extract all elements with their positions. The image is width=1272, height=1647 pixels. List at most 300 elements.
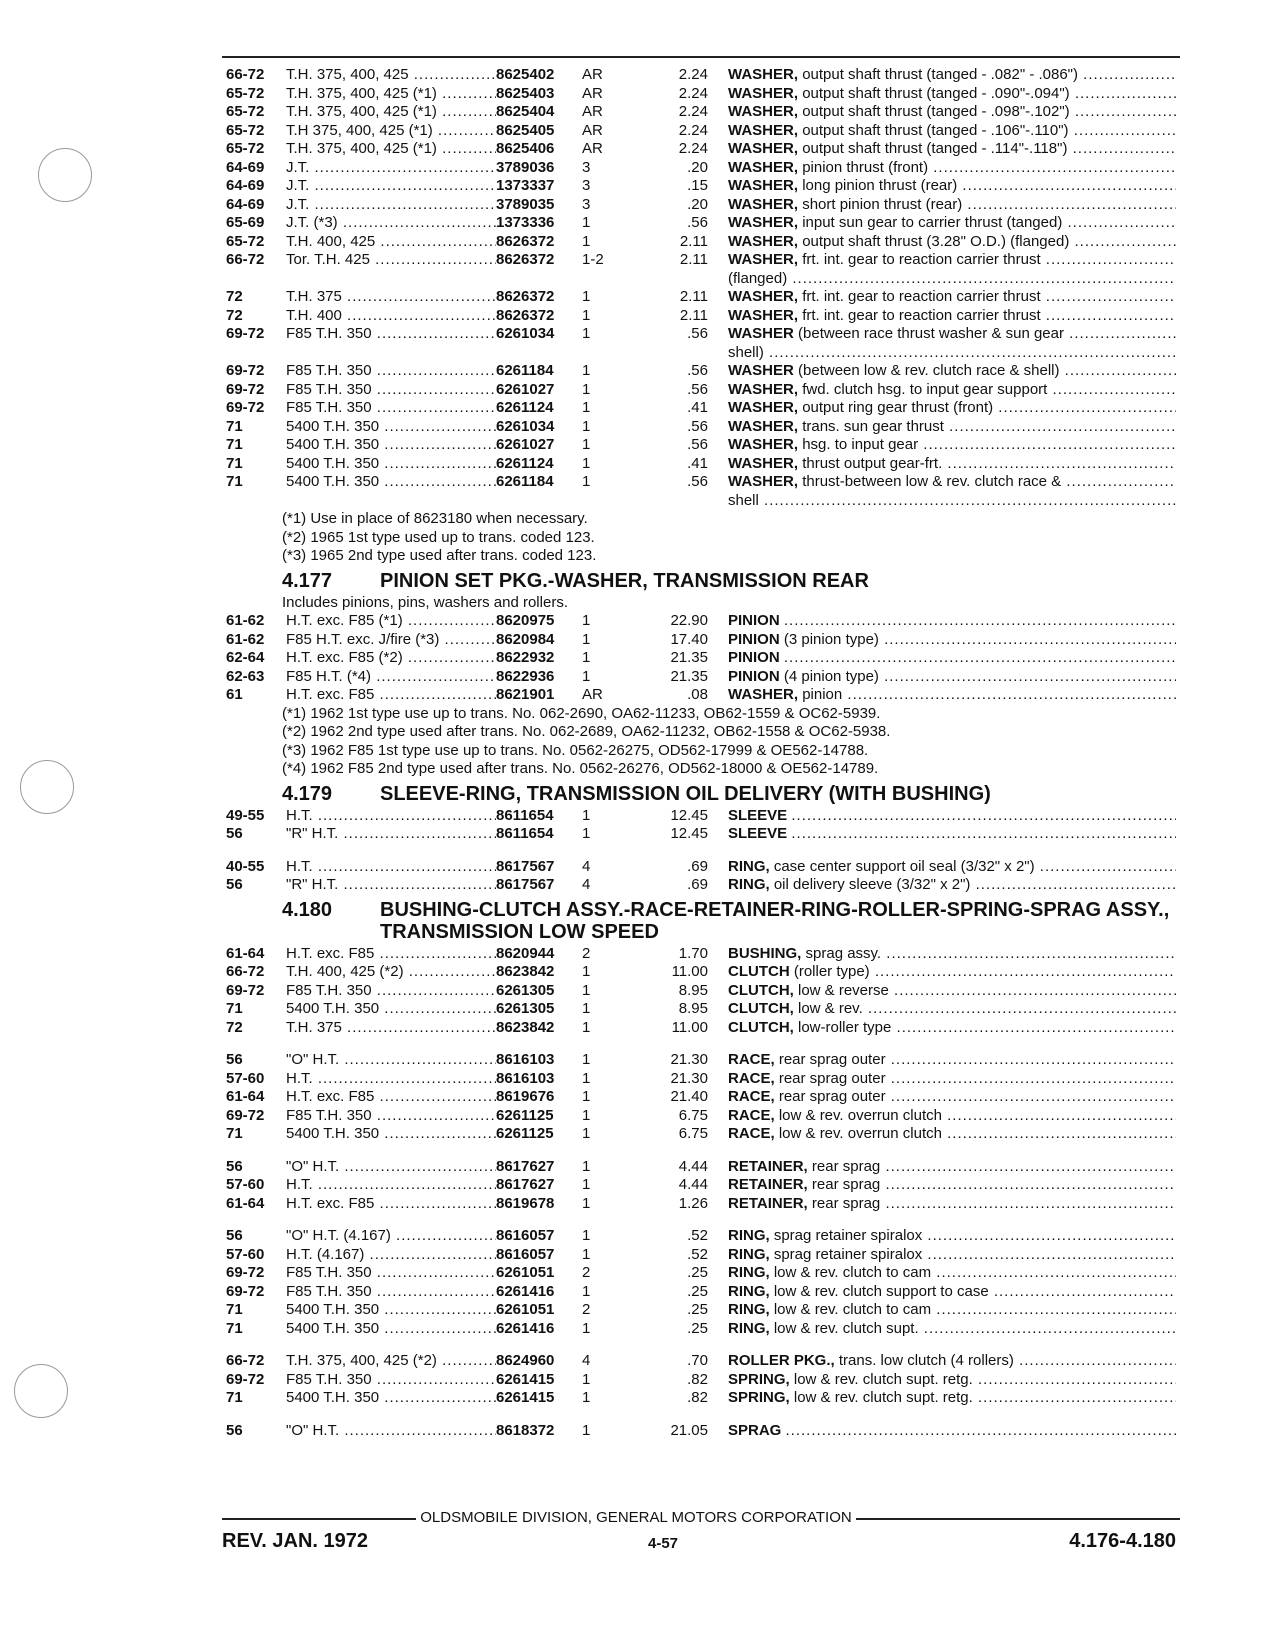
part-name: WASHER, (728, 436, 799, 453)
quantity: 1 (582, 232, 591, 250)
part-number: 6261415 (496, 1389, 555, 1406)
model-years: 61-62 (226, 630, 265, 648)
part-number: 8623842 (496, 1018, 555, 1036)
part-description (728, 418, 1176, 437)
part-description (728, 214, 1176, 233)
application: T.H. 375, 400, 425 (*1) ..... (286, 140, 496, 159)
part-name: RETAINER, (728, 1194, 808, 1212)
section-heading-4-177 (226, 570, 1176, 592)
part-detail: low & rev. ..... (798, 1000, 1176, 1017)
part-detail: frt. int. gear to reaction carrier thrust ..... (802, 288, 1176, 305)
part-row (226, 140, 1176, 159)
model-years: 56 (226, 1157, 243, 1175)
ring-group (226, 858, 1176, 895)
application: J.T. ..... (286, 159, 496, 178)
part-row (226, 649, 1176, 668)
part-description (728, 1000, 1176, 1019)
part-detail: low-roller type ..... (798, 1019, 1176, 1036)
part-row (226, 1246, 1176, 1265)
price: 2.24 (678, 84, 708, 102)
part-row (226, 1371, 1176, 1390)
part-number: 8611654 (496, 806, 554, 824)
part-description (728, 649, 1176, 668)
price: 21.05 (670, 1421, 708, 1439)
part-description (728, 612, 1176, 631)
sleeve-group (226, 807, 1176, 844)
part-number: 3789035 (496, 195, 555, 213)
part-description (728, 1264, 1176, 1283)
part-detail (784, 612, 1176, 629)
price: 2.24 (678, 121, 708, 139)
part-name: SLEEVE (728, 806, 788, 824)
price: .15 (687, 177, 708, 194)
part-name: WASHER, (728, 251, 799, 268)
quantity: 1 (582, 417, 591, 435)
part-row (226, 668, 1176, 687)
part-row (226, 1389, 1176, 1408)
quantity: 1 (582, 436, 591, 453)
part-detail: low & rev. clutch to cam ..... (774, 1264, 1176, 1281)
part-name: RACE, (728, 1069, 775, 1087)
model-years: 56 (226, 825, 243, 842)
part-name: BUSHING, (728, 944, 802, 962)
quantity: 4 (582, 1352, 591, 1369)
quantity: 1 (582, 1282, 591, 1300)
application: H.T. ..... (286, 807, 496, 826)
quantity: 1 (582, 1421, 591, 1439)
price: 8.95 (678, 1000, 708, 1017)
part-description (728, 177, 1176, 196)
part-number: 8622936 (496, 667, 555, 685)
model-years: 66-72 (226, 963, 265, 980)
part-detail: thrust output gear-frt. ..... (802, 455, 1176, 472)
part-detail: rear sprag ..... (812, 1158, 1176, 1175)
part-detail: output shaft thrust (tanged - .114"-.118") ..... (802, 140, 1176, 157)
part-description-continued: shell) ..... (226, 344, 1176, 363)
part-name: WASHER, (728, 66, 799, 83)
part-name: PINION (728, 649, 780, 666)
model-years: 71 (226, 473, 243, 490)
part-detail: thrust-between low & rev. clutch race & ..... (802, 473, 1176, 490)
footnote: (*1) 1962 1st type use up to trans. No. 062-2690, OA62-11233, OB62-1559 & OC62-5939. (282, 704, 881, 722)
price: .56 (687, 362, 708, 379)
part-name: WASHER, (728, 214, 799, 231)
model-years: 72 (226, 306, 243, 324)
part-row (226, 1088, 1176, 1107)
model-years: 71 (226, 436, 243, 453)
quantity: 1 (582, 1069, 591, 1087)
application: "O" H.T. (4.167) ..... (286, 1227, 496, 1246)
part-number: 6261034 (496, 417, 555, 435)
quantity: 1 (582, 1194, 591, 1212)
price: .41 (687, 454, 708, 472)
quantity: 1 (582, 362, 591, 379)
part-detail: (roller type) ..... (794, 963, 1176, 980)
price: .25 (687, 1301, 708, 1318)
quantity: 4 (582, 876, 591, 893)
punch-hole (38, 148, 92, 202)
model-years: 62-63 (226, 667, 265, 685)
model-years: 69-72 (226, 362, 265, 379)
section-includes-note: Includes pinions, pins, washers and rollers. (282, 593, 568, 611)
part-number: 8625406 (496, 140, 555, 157)
part-description (728, 1019, 1176, 1038)
price: 17.40 (670, 630, 708, 648)
application: T.H. 375, 400, 425 (*1) ..... (286, 85, 496, 104)
model-years: 69-72 (226, 981, 265, 999)
part-detail: low & reverse ..... (798, 982, 1176, 999)
price: 11.00 (671, 963, 708, 980)
part-description-continued: (flanged) ..... (226, 270, 1176, 289)
model-years: 61-64 (226, 1194, 265, 1212)
part-number: 8619678 (496, 1194, 555, 1212)
part-name: RING, (728, 1319, 770, 1337)
retainer-group (226, 1158, 1176, 1214)
part-row (226, 1019, 1176, 1038)
price: 21.30 (670, 1069, 708, 1087)
model-years: 65-72 (226, 140, 265, 157)
part-row (226, 982, 1176, 1001)
part-number: 6261027 (496, 436, 555, 453)
application: J.T. ..... (286, 177, 496, 196)
part-number: 8621901 (496, 686, 555, 703)
part-row (226, 686, 1176, 705)
part-description (728, 381, 1176, 400)
part-detail: output shaft thrust (tanged - .090"-.094") ..... (802, 85, 1176, 102)
part-name: RETAINER, (728, 1176, 808, 1193)
quantity: 1-2 (582, 251, 604, 268)
part-detail: frt. int. gear to reaction carrier thrust ..... (802, 307, 1176, 324)
part-number: 8623842 (496, 963, 555, 980)
part-row (226, 1195, 1176, 1214)
section-number: 4.179 (282, 782, 333, 805)
application: 5400 T.H. 350 ..... (286, 1389, 496, 1408)
quantity: 1 (582, 1018, 591, 1036)
model-years: 57-60 (226, 1245, 265, 1263)
part-description (728, 631, 1176, 650)
part-row (226, 963, 1176, 982)
model-years: 64-69 (226, 177, 265, 194)
part-row (226, 122, 1176, 141)
application: "R" H.T. ..... (286, 876, 496, 895)
part-number: 8618372 (496, 1421, 555, 1439)
footnote: (*1) Use in place of 8623180 when necessary. (282, 510, 588, 527)
part-detail: pinion ..... (802, 686, 1176, 703)
part-description (728, 668, 1176, 687)
model-years: 61-62 (226, 612, 265, 629)
part-detail (784, 649, 1176, 666)
part-name: ROLLER PKG., (728, 1352, 835, 1369)
part-number: 6261124 (496, 454, 554, 472)
quantity: 1 (582, 667, 591, 685)
application: T.H. 375 ..... (286, 1019, 496, 1038)
quantity: 1 (582, 825, 591, 842)
model-years: 61-64 (226, 1088, 265, 1105)
part-description (728, 1107, 1176, 1126)
part-name: RING, (728, 857, 770, 875)
part-row (226, 362, 1176, 381)
model-years: 71 (226, 454, 243, 472)
part-description (728, 140, 1176, 159)
part-detail: sprag retainer spiralox ..... (774, 1246, 1176, 1263)
quantity: 1 (582, 806, 591, 824)
part-detail: output shaft thrust (tanged - .098"-.102") ..... (802, 103, 1176, 120)
application: 5400 T.H. 350 ..... (286, 418, 496, 437)
part-row (226, 1070, 1176, 1089)
part-number: 8616057 (496, 1245, 555, 1263)
application: 5400 T.H. 350 ..... (286, 1125, 496, 1144)
part-detail: long pinion thrust (rear) ..... (802, 177, 1176, 194)
model-years: 69-72 (226, 380, 265, 398)
model-years: 61 (226, 686, 243, 703)
part-row (226, 825, 1176, 844)
part-description (728, 1283, 1176, 1302)
model-years: 40-55 (226, 857, 265, 875)
part-name: WASHER (728, 362, 794, 379)
application: H.T. ..... (286, 1176, 496, 1195)
part-description (728, 159, 1176, 178)
quantity: 1 (582, 1106, 591, 1124)
part-detail: output ring gear thrust (front) ..... (802, 399, 1176, 416)
part-number: 8617567 (496, 857, 555, 875)
part-name: WASHER, (728, 140, 799, 157)
part-row (226, 1051, 1176, 1070)
part-row (226, 631, 1176, 650)
part-name: WASHER, (728, 473, 799, 490)
washer-group (226, 66, 1176, 510)
part-description (728, 1422, 1176, 1441)
part-number: 8625403 (496, 84, 555, 102)
part-row (226, 177, 1176, 196)
part-description (728, 807, 1176, 826)
quantity: 1 (582, 612, 591, 629)
part-description (728, 982, 1176, 1001)
part-description (728, 1389, 1176, 1408)
price: .70 (687, 1352, 708, 1369)
part-row (226, 66, 1176, 85)
application: 5400 T.H. 350 ..... (286, 436, 496, 455)
part-name: WASHER, (728, 121, 799, 139)
part-description (728, 325, 1176, 344)
application: "O" H.T. ..... (286, 1422, 496, 1441)
model-years: 71 (226, 417, 243, 435)
part-number: 6261124 (496, 399, 554, 416)
quantity: 1 (582, 214, 591, 231)
part-detail: rear sprag outer ..... (779, 1051, 1176, 1068)
part-name: WASHER (728, 325, 794, 342)
footer-division-text: OLDSMOBILE DIVISION, GENERAL MOTORS CORPORATION (416, 1509, 855, 1526)
application: T.H. 375, 400, 425 (*2) ..... (286, 1352, 496, 1371)
part-detail: case center support oil seal (3/32" x 2") ..... (774, 858, 1176, 875)
part-number: 8625405 (496, 121, 555, 139)
price: .08 (687, 686, 708, 703)
application: H.T. exc. F85 (*1) ..... (286, 612, 496, 631)
part-name: RING, (728, 1245, 770, 1263)
part-description (728, 1051, 1176, 1070)
part-row (226, 399, 1176, 418)
application: 5400 T.H. 350 ..... (286, 473, 496, 492)
application: H.T. ..... (286, 858, 496, 877)
top-rule (222, 56, 1180, 58)
part-name: WASHER, (728, 380, 799, 398)
model-years: 71 (226, 1389, 243, 1406)
quantity: AR (582, 84, 603, 102)
price: 2.11 (679, 232, 708, 250)
part-row (226, 381, 1176, 400)
application: H.T. ..... (286, 1070, 496, 1089)
quantity: 1 (582, 1125, 591, 1142)
part-name: WASHER, (728, 399, 799, 416)
footnotes-pinion (226, 705, 1176, 779)
quantity: 2 (582, 944, 591, 962)
part-number: 6261051 (496, 1301, 555, 1318)
part-name: WASHER, (728, 232, 799, 250)
quantity: AR (582, 66, 603, 83)
bushing-clutch-group (226, 945, 1176, 1038)
quantity: 3 (582, 177, 591, 194)
model-years: 71 (226, 1319, 243, 1337)
quantity: 1 (582, 630, 591, 648)
part-number: 8626372 (496, 251, 555, 268)
part-name: RING, (728, 1282, 770, 1300)
price: .56 (687, 436, 708, 453)
application: F85 T.H. 350 ..... (286, 325, 496, 344)
quantity: 3 (582, 195, 591, 213)
part-detail: sprag assy. ..... (806, 945, 1176, 962)
part-number: 8624960 (496, 1352, 555, 1369)
application: T.H. 400, 425 ..... (286, 233, 496, 252)
footer-section-range: 4.176-4.180 (1069, 1530, 1176, 1552)
model-years: 57-60 (226, 1176, 265, 1193)
price: 11.00 (671, 1018, 708, 1036)
price: .56 (687, 473, 708, 490)
race-group (226, 1051, 1176, 1144)
part-number: 6261305 (496, 1000, 555, 1017)
part-name: RING, (728, 876, 770, 893)
part-name: WASHER, (728, 158, 799, 176)
part-name: WASHER, (728, 103, 799, 120)
part-description (728, 455, 1176, 474)
part-description (728, 233, 1176, 252)
part-detail: rear sprag outer ..... (779, 1070, 1176, 1087)
sprag-group (226, 1422, 1176, 1441)
part-description (728, 1246, 1176, 1265)
part-name: RING, (728, 1264, 770, 1281)
part-name: CLUTCH, (728, 981, 794, 999)
application: H.T. (4.167) ..... (286, 1246, 496, 1265)
quantity: 1 (582, 1000, 591, 1017)
quantity: 3 (582, 158, 591, 176)
footnote: (*2) 1965 1st type used up to trans. coded 123. (282, 528, 595, 546)
application: F85 T.H. 350 ..... (286, 1107, 496, 1126)
quantity: 1 (582, 1245, 591, 1263)
part-description (728, 858, 1176, 877)
application: T.H. 400, 425 (*2) ..... (286, 963, 496, 982)
part-name: RING, (728, 1301, 770, 1318)
application: J.T. (*3) ..... (286, 214, 496, 233)
model-years: 56 (226, 1421, 243, 1439)
part-row (226, 251, 1176, 270)
price: .25 (687, 1264, 708, 1281)
model-years: 56 (226, 1051, 243, 1068)
part-detail: output shaft thrust (tanged - .082" - .086") ..... (802, 66, 1176, 83)
price: 21.40 (670, 1088, 708, 1105)
price: .20 (687, 195, 708, 213)
part-row (226, 436, 1176, 455)
application: 5400 T.H. 350 ..... (286, 455, 496, 474)
part-description (728, 436, 1176, 455)
part-name: WASHER, (728, 84, 799, 102)
model-years: 65-72 (226, 121, 265, 139)
model-years: 65-69 (226, 214, 265, 231)
part-name: WASHER, (728, 686, 799, 703)
application: "O" H.T. ..... (286, 1158, 496, 1177)
part-row (226, 1352, 1176, 1371)
model-years: 57-60 (226, 1069, 265, 1087)
model-years: 61-64 (226, 944, 265, 962)
price: 2.11 (679, 288, 708, 305)
application: Tor. T.H. 425 ..... (286, 251, 496, 270)
price: 21.30 (670, 1051, 708, 1068)
part-name: WASHER, (728, 288, 799, 305)
part-detail: low & rev. overrun clutch ..... (779, 1107, 1176, 1124)
part-description (728, 686, 1176, 705)
part-number: 8617627 (496, 1157, 555, 1175)
model-years: 69-72 (226, 325, 265, 342)
part-name: PINION (728, 612, 780, 629)
part-description (728, 1371, 1176, 1390)
quantity: AR (582, 121, 603, 139)
part-number: 8611654 (496, 825, 554, 842)
quantity: 1 (582, 288, 591, 305)
part-row (226, 945, 1176, 964)
part-number: 6261184 (496, 362, 554, 379)
price: .56 (687, 380, 708, 398)
part-description (728, 1227, 1176, 1246)
price: 12.45 (670, 825, 708, 842)
part-detail: trans. sun gear thrust ..... (802, 418, 1176, 435)
part-number: 1373336 (496, 214, 555, 231)
part-row (226, 1301, 1176, 1320)
part-detail: (4 pinion type) ..... (784, 668, 1176, 685)
application: T.H 375, 400, 425 (*1) ..... (286, 122, 496, 141)
part-number: 6261305 (496, 981, 555, 999)
part-description (728, 288, 1176, 307)
part-row (226, 1176, 1176, 1195)
part-description (728, 963, 1176, 982)
part-name: WASHER, (728, 195, 799, 213)
part-row (226, 612, 1176, 631)
application: H.T. exc. F85 ..... (286, 1088, 496, 1107)
part-description (728, 1176, 1176, 1195)
price: 22.90 (670, 612, 708, 629)
model-years: 72 (226, 1018, 243, 1036)
part-number: 3789036 (496, 158, 555, 176)
model-years: 66-72 (226, 251, 265, 268)
part-detail: low & rev. clutch to cam ..... (774, 1301, 1176, 1318)
footnote: (*3) 1962 F85 1st type use up to trans. No. 0562-26275, OD562-17999 & OE562-14788. (282, 741, 869, 759)
price: .69 (687, 857, 708, 875)
part-detail: (between race thrust washer & sun gear ..... (798, 325, 1176, 342)
price: 1.70 (678, 944, 708, 962)
part-row (226, 1158, 1176, 1177)
part-name: WASHER, (728, 177, 799, 194)
application: J.T. ..... (286, 196, 496, 215)
punch-hole (14, 1364, 68, 1418)
quantity: 1 (582, 1227, 591, 1244)
model-years: 71 (226, 1301, 243, 1318)
part-number: 6261184 (496, 473, 554, 490)
